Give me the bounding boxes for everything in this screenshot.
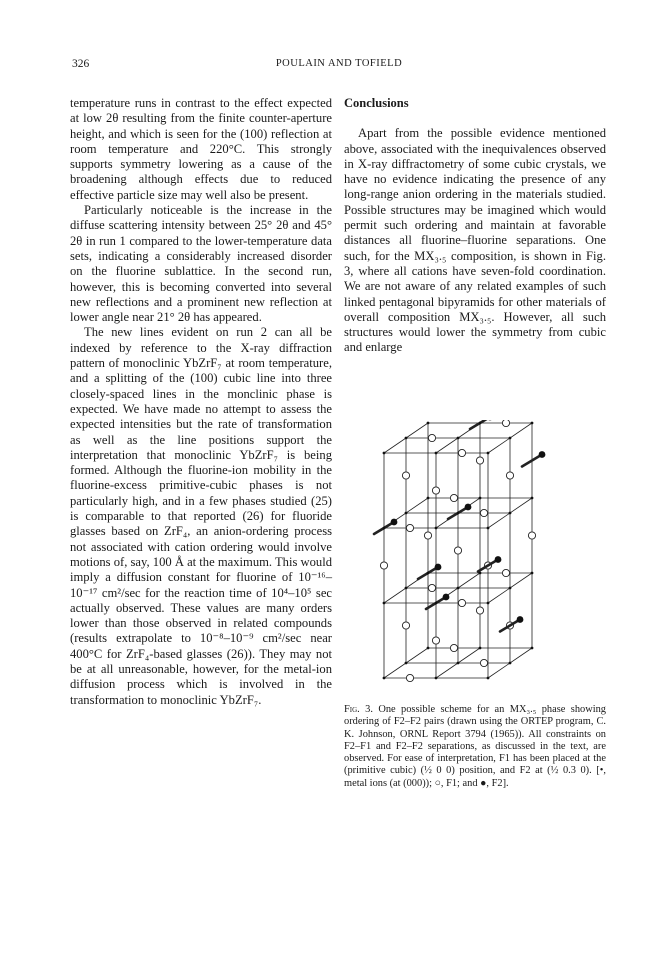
body-paragraph: Particularly noticeable is the increase in the diffuse scattering intensity between 25° 2θ and 45° 2θ in run 1 compared to the lower-temperature data sets, indicating a considerably increased disorder on the fluorine sublattice. In the second run, however, this is becoming converted into several new reflections and a prominent new reflection at lower angle near 21° 2θ has appeared. [70, 203, 332, 325]
f2-atom [391, 519, 398, 526]
metal-ion [427, 572, 430, 575]
metal-ion [531, 422, 534, 425]
metal-ion [427, 497, 430, 500]
metal-ion [383, 602, 386, 605]
figure-3 [344, 420, 606, 692]
f1-atom [406, 524, 413, 531]
metal-ion [531, 572, 534, 575]
section-heading: Conclusions [344, 96, 409, 110]
metal-ion [479, 422, 482, 425]
f1-atom [450, 494, 457, 501]
body-paragraph: Apart from the possible evidence mentioned above, associated with the inequivalences observed in X-ray diffractometry of some cubic crystals, we have no evidence indicating the presence of any long-range anion ordering in the materials studied. Possible structures may be imagined which would permit such ordering and maintain at favorable distances all fluorine–fluorine separations. One such, for the MX₃.₅ composition, is shown in Fig. 3, where all cations have seven-fold coordination. We are not aware of any related examples of such linked pentagonal bipyramids for other materials of overall composition MX₃.₅. However, all such structures would lower the symmetry from cubic and enlarge [344, 126, 606, 355]
f2-atom [495, 556, 502, 563]
metal-ion [457, 512, 460, 515]
left-column [70, 96, 332, 708]
caption-label: Fig. 3. [344, 704, 373, 715]
metal-ion [435, 452, 438, 455]
metal-ion [531, 647, 534, 650]
metal-ion [427, 422, 430, 425]
metal-ion [457, 662, 460, 665]
crystal-structure-diagram [344, 420, 606, 692]
metal-ion [383, 677, 386, 680]
f1-atom [380, 562, 387, 569]
f1-atom [428, 584, 435, 591]
f1-atom [480, 509, 487, 516]
metal-ion [509, 437, 512, 440]
f2-atom [539, 451, 546, 458]
metal-ion [457, 437, 460, 440]
metal-ion [531, 497, 534, 500]
f2-atom [443, 594, 450, 601]
f1-atom [424, 532, 431, 539]
f1-atom [402, 622, 409, 629]
metal-ion [509, 662, 512, 665]
body-paragraph: temperature runs in contrast to the effect expected at low 2θ resulting from the finite counter-aperture height, and which is seen for the (100) reflection at room temperature and 220°C. This strongly supports symmetry lowering as a cause of the broadening although effects due to reduced effective particle size may well also be present. [70, 96, 332, 202]
metal-ion [383, 527, 386, 530]
metal-ion [405, 662, 408, 665]
f2-atom [517, 616, 524, 623]
metal-ion [383, 452, 386, 455]
f1-atom [428, 434, 435, 441]
metal-ion [457, 587, 460, 590]
metal-ion [487, 452, 490, 455]
metal-ion [509, 512, 512, 515]
f2-atom [435, 564, 442, 571]
metal-ion [435, 677, 438, 680]
f1-atom [476, 457, 483, 464]
metal-ion [405, 437, 408, 440]
right-column [344, 96, 606, 356]
metal-ion [479, 572, 482, 575]
f1-atom [432, 637, 439, 644]
body-paragraph: The new lines evident on run 2 can all be indexed by reference to the X-ray diffraction pattern of monoclinic YbZrF₇ at room temperature, and a splitting of the (100) cubic line into three closely-spaced lines in the monclinic phase is expected. We have made no attempt to assess the expected intensities but the rate of transformation as well as the line positions support the interpretation that monoclinic YbZrF₇ is being formed. Although the fluorine-ion mobility in the fluorine-excess primitive-cubic phases is not particularly high, and in a few phases studied (25) is comparable to that reported (26) for fluoride glasses based on ZrF₄, an anion-ordering process not associated with cation ordering would involve motions of, say, 100 Å at the maximum. This would imply a diffusion constant for fluorine of 10⁻¹⁶–10⁻¹⁷ cm²/sec for the reaction time of 10⁴–10⁵ sec actually observed. These values are many orders lower than those observed in related compounds (results extrapolate to 10⁻⁸–10⁻⁹ cm²/sec near 400°C for ZrF₄-based glasses (26)). They may not be at all unreasonable, however, for the metal-ion diffusion process which is involved in the transformation to monoclinic YbZrF₇. [70, 325, 333, 707]
metal-ion [487, 677, 490, 680]
metal-ion [435, 527, 438, 530]
metal-ion [487, 602, 490, 605]
f1-atom [458, 449, 465, 456]
running-head: POULAIN AND TOFIELD [275, 58, 403, 69]
f1-atom [480, 659, 487, 666]
metal-ion [405, 512, 408, 515]
f1-atom [502, 420, 509, 427]
metal-ion [509, 587, 512, 590]
f1-atom [502, 569, 509, 576]
f1-atom [406, 674, 413, 681]
metal-ion [479, 497, 482, 500]
metal-ion [487, 527, 490, 530]
f2-atom [465, 504, 472, 511]
page-header [72, 58, 606, 74]
metal-ion [435, 602, 438, 605]
f1-atom [528, 532, 535, 539]
metal-ion [479, 647, 482, 650]
page-number: 326 [72, 58, 90, 70]
f1-atom [432, 487, 439, 494]
metal-ion [427, 647, 430, 650]
caption-text: One possible scheme for an MX₃.₅ phase showing ordering of F2–F2 pairs (drawn using the ORTEP program, C. K. Johnson, ORNL Report 3794 (1965)). All constraints on F2–F1 and F2–F2 separations, as discussed in the text, are observed. For ease of interpretation, F1 has been placed at the (primitive cubic) (½ 0 0) position, and F2 at (½ 0.3 0). [•, metal ions (at (000)); ○, F1; and ●, F2]. [344, 704, 606, 789]
f1-atom [506, 472, 513, 479]
figure-caption [344, 704, 606, 790]
f1-atom [476, 607, 483, 614]
f1-atom [402, 472, 409, 479]
metal-ion [405, 587, 408, 590]
f1-atom [450, 644, 457, 651]
f1-atom [454, 547, 461, 554]
f1-atom [458, 599, 465, 606]
